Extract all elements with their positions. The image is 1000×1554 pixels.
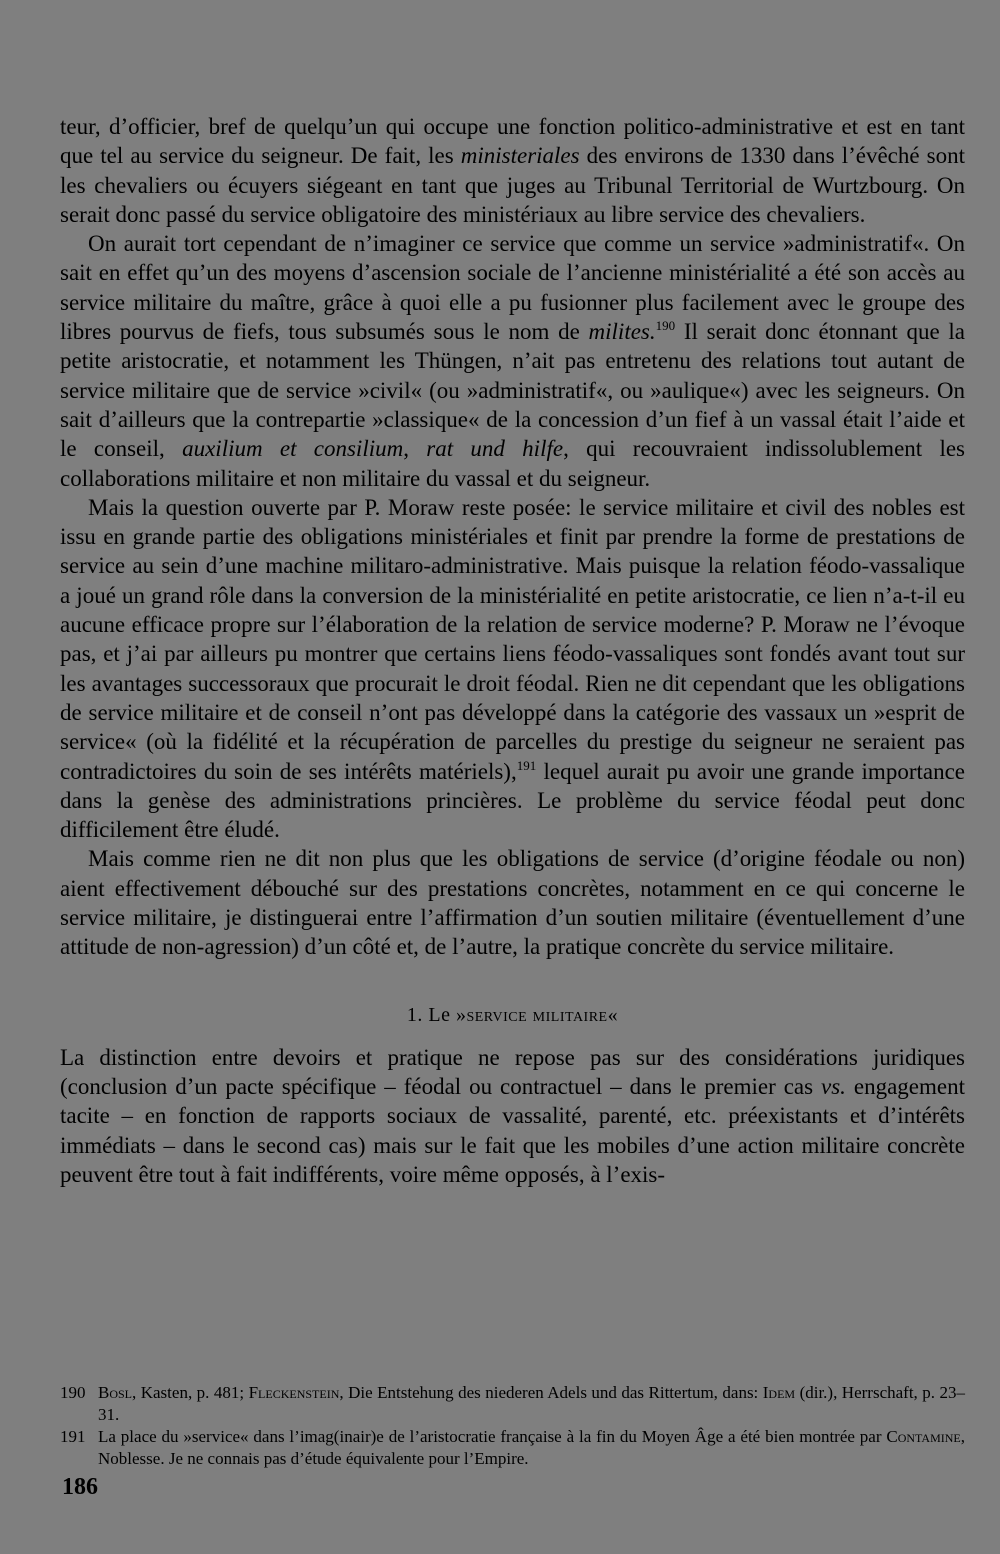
section-title-initial: Le — [428, 1003, 451, 1026]
text-segment: Mais comme rien ne dit non plus que les obligations de service (d’origine féodale ou non) aient effectivement débouché sur des prestations concrètes, notamment en ce qui concerne le service militaire, je distinguerai entre l’affirmation d’un soutien militaire (éventuellement d’une attitude de non-agression) d’un côté et, de l’autre, la pratique concrète du service militaire. — [60, 846, 965, 960]
italic-text: rat und hilfe — [426, 436, 564, 462]
italic-text: vs. — [821, 1073, 846, 1099]
paragraph — [60, 112, 965, 229]
text-segment: Mais la question ouverte par P. Moraw reste posée: le service militaire et civil des nobles est issu en grande partie des obligations ministériales et finit par prendre la forme de prestations de service au sein d’une machine militaro-administrative. Mais puisque la relation féodo-vassalique a joué un grand rôle dans la conversion de la ministérialité en petite aristocratie, ce lien n’a-t-il eu aucune efficace propre sur l’élaboration de la relation de service moderne? P. Moraw ne l’évoque pas, et j’ai par ailleurs pu montrer que certains liens féodo-vassaliques sont fondés avant tout sur les avantages successoraux que procurait le droit féodal. Rien ne dit cependant que les obligations de service militaire et de conseil n’ont pas développé dans la catégorie des vassaux un »esprit de service« (où la fidélité et la récupération de parcelles du prestige du seigneur ne seraient pas contradictoires du soin de ses intérêts matériels), — [60, 494, 965, 784]
page-body — [60, 112, 965, 1189]
text-segment: , qui recouvraient indissolublement les collaborations militaire et non militaire du vassal et du seigneur. — [60, 436, 966, 491]
author-name: Bosl — [98, 1383, 133, 1402]
section-title: »service militaire« — [455, 1003, 619, 1026]
italic-text: milites — [588, 319, 650, 345]
footnote-text — [98, 1426, 965, 1470]
text-segment: , — [403, 436, 427, 462]
text-segment: (dir.), Herrschaft, p. 23–31. — [98, 1383, 965, 1424]
page-number: 186 — [62, 1474, 98, 1500]
footnote-number: 190 — [60, 1383, 86, 1402]
footnotes — [60, 1382, 965, 1470]
author-name: Fleckenstein — [248, 1383, 340, 1402]
paragraph — [60, 493, 965, 845]
footnote — [60, 1382, 965, 1426]
paragraph — [60, 844, 965, 961]
section-text — [60, 1043, 965, 1189]
italic-text: auxilium et consilium — [182, 436, 404, 462]
text-segment: , Noblesse. Je ne connais pas d’étude équivalente pour l’Empire. — [98, 1427, 965, 1468]
italic-text: . — [649, 319, 656, 345]
author-name: Contamine — [886, 1427, 961, 1446]
text-segment: , Kasten, p. 481; — [132, 1383, 249, 1402]
section-number: 1. — [406, 1003, 423, 1026]
paragraph — [60, 229, 965, 493]
footnote-number: 191 — [60, 1427, 86, 1446]
footnote-ref: 191 — [516, 757, 537, 773]
text-segment: engagement tacite – en fonction de rapports sociaux de vassalité, parenté, etc. préexistants et d’intérêts immédiats – dans le second cas) mais sur le fait que les mobiles d’une action militaire concrète peuvent être tout à fait indifférents, voire même opposés, à l’exis- — [60, 1073, 965, 1187]
paragraph — [60, 1043, 965, 1189]
text-segment: teur, d’officier, bref de quelqu’un qui occupe une fonction politico-administrative et est en tant que tel au service du seigneur. De fait, les — [60, 114, 965, 169]
italic-text: ministeriales — [460, 143, 580, 169]
text-segment: On aurait tort cependant de n’imaginer ce service que comme un service »administratif«. On sait en effet qu’un des moyens d’ascension sociale de l’ancienne ministérialité a été son accès au service militaire du maître, grâce à quoi elle a pu fusionner plus facilement avec le groupe des libres pourvus de fiefs, tous subsumés sous le nom de — [60, 231, 965, 345]
footnote-text — [98, 1382, 965, 1426]
text-segment: La distinction entre devoirs et pratique ne repose pas sur des considérations juridiques (conclusion d’un pacte spécifique – féodal ou contractuel – dans le premier cas — [60, 1044, 965, 1099]
section-heading — [60, 1004, 965, 1027]
footnote-ref: 190 — [655, 318, 676, 334]
text-segment: lequel aurait pu avoir une grande importance dans la genèse des administrations princières. Le problème du service féodal peut donc difficilement être éludé. — [60, 758, 965, 843]
author-name: Idem — [762, 1383, 796, 1402]
text-segment: Il serait donc étonnant que la petite aristocratie, et notamment les Thüngen, n’ait pas entretenu des relations tout autant de service militaire que de service »civil« (ou »administratif«, ou »aulique«) avec les seigneurs. On sait d’ailleurs que la contrepartie »classique« de la concession d’un fief à un vassal était l’aide et le conseil, — [60, 319, 965, 462]
footnote — [60, 1426, 965, 1470]
text-segment: , Die Entstehung des niederen Adels und das Rittertum, dans: — [339, 1383, 763, 1402]
text-segment: La place du »service« dans l’imag(inair)e de l’aristocratie française à la fin du Moyen Âge a été bien montrée par — [98, 1427, 887, 1446]
body-text — [60, 112, 965, 962]
text-segment: des environs de 1330 dans l’évêché sont les chevaliers ou écuyers siégeant en tant que juges au Tribunal Territorial de Wurtzbourg. On serait donc passé du service obligatoire des ministériaux au libre service des chevaliers. — [60, 143, 965, 227]
